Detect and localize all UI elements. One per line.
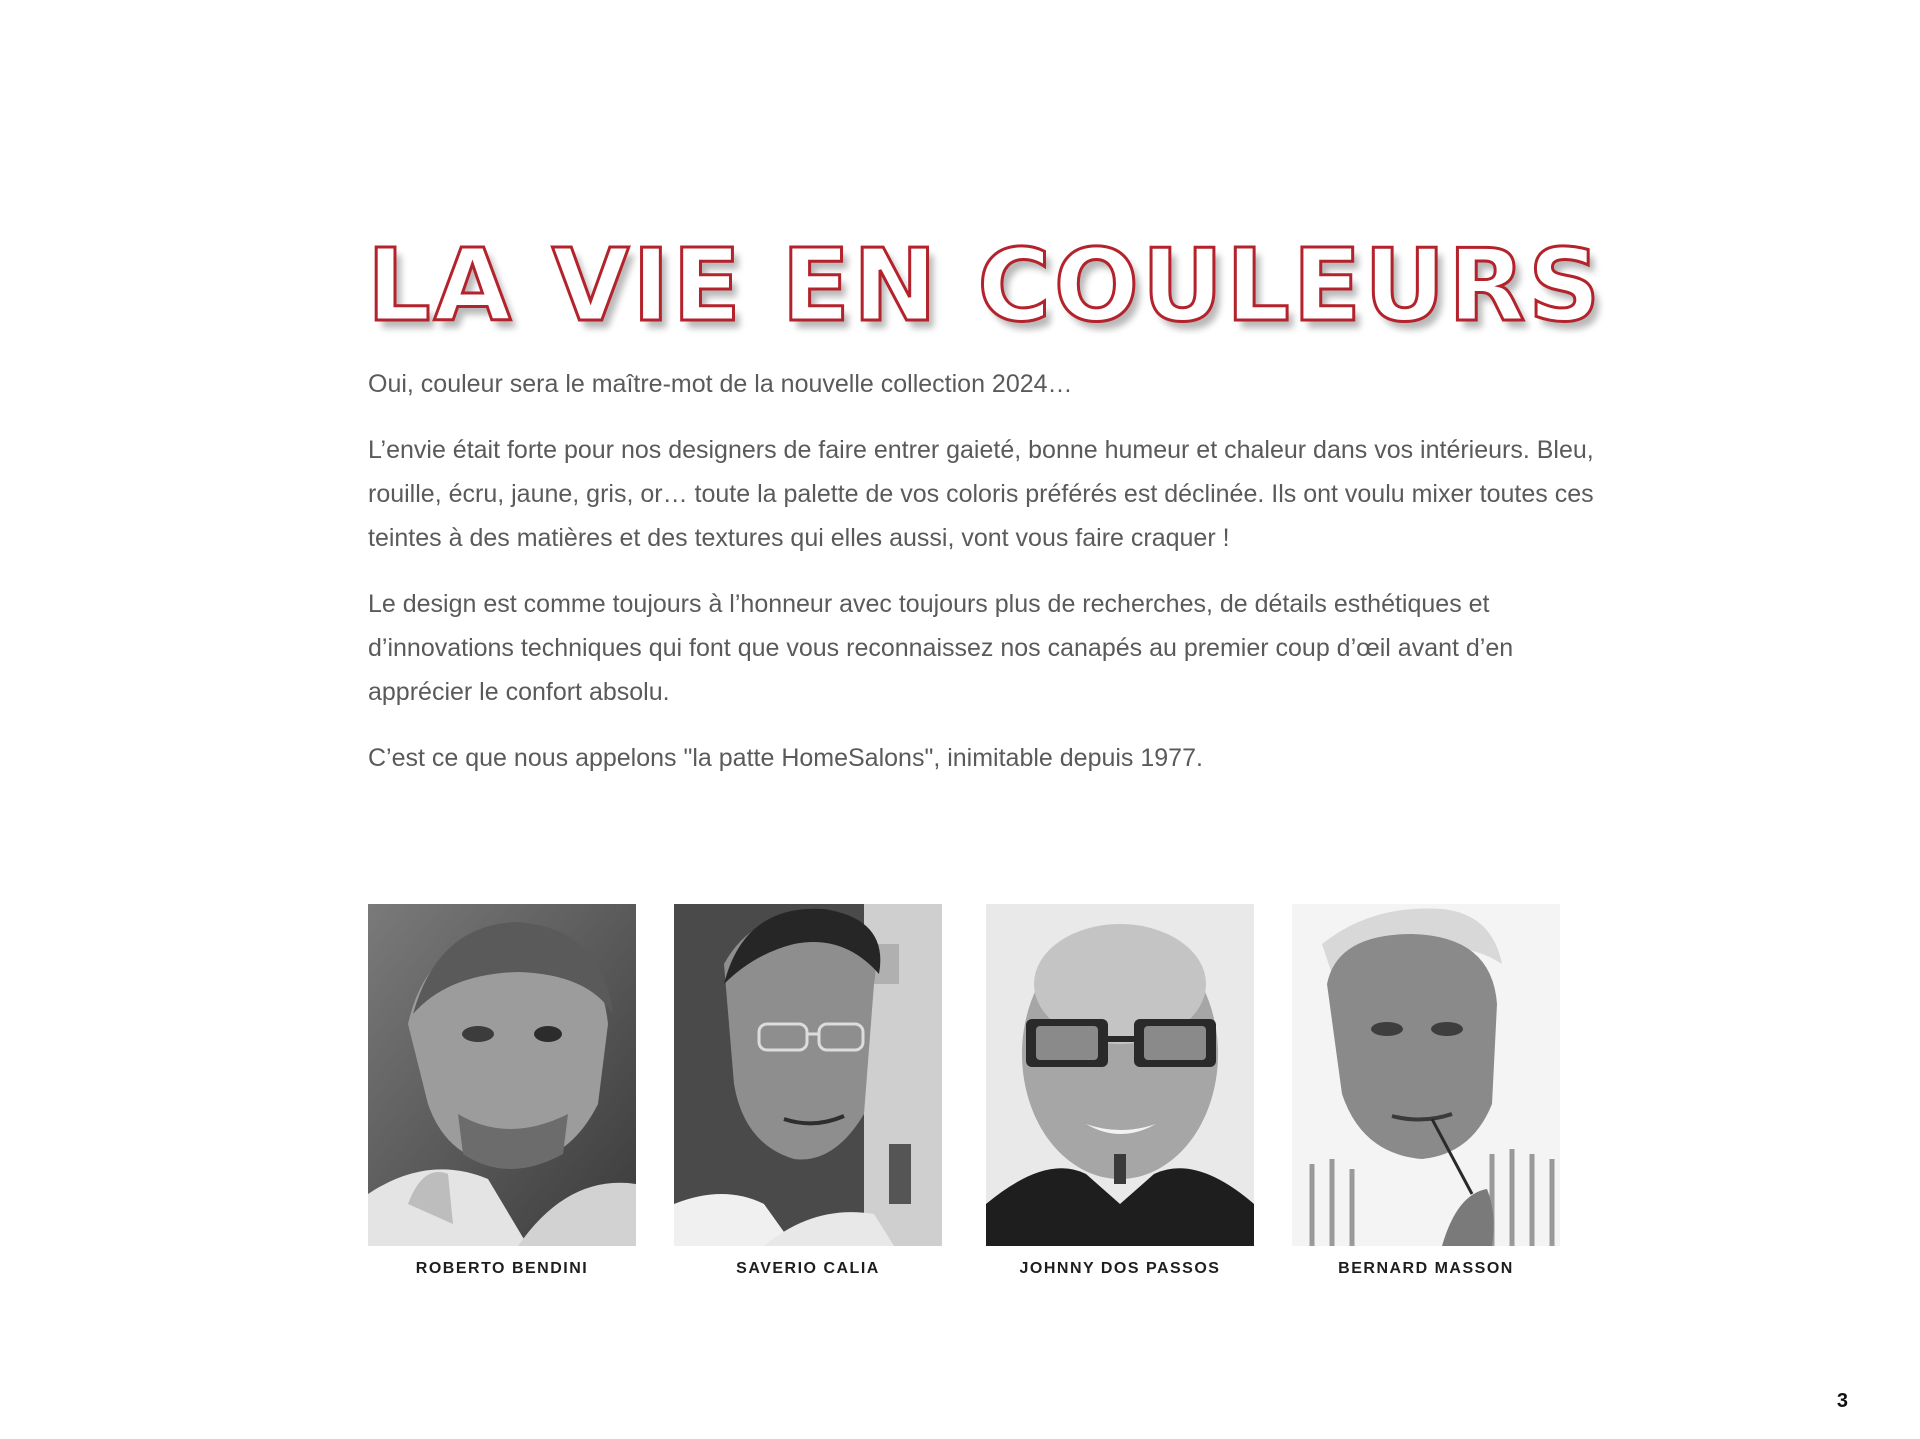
intro-text xyxy=(368,362,1608,802)
intro-paragraph-3: Le design est comme toujours à l’honneur avec toujours plus de recherches, de détails esthétiques et d’innovations techniques qui font que vous reconnaissez nos canapés au premier coup d’œil avant d’en apprécier le confort absolu. xyxy=(368,590,1514,706)
page-number: 3 xyxy=(1836,1390,1848,1412)
designer-name: BERNARD MASSON xyxy=(1338,1260,1514,1277)
portrait-image xyxy=(986,904,1254,1246)
designer-photo-saverio-calia xyxy=(674,904,942,1246)
designer-photo-bernard-masson xyxy=(1292,904,1560,1246)
designer-name: SAVERIO CALIA xyxy=(736,1260,880,1277)
portrait-image xyxy=(368,904,636,1246)
designer-card xyxy=(368,904,636,1278)
designer-photo-johnny-dos-passos xyxy=(986,904,1254,1246)
page-title: LA VIE EN COULEURS xyxy=(367,227,1604,344)
portrait-image xyxy=(674,904,942,1246)
designer-card xyxy=(986,904,1254,1278)
intro-paragraph-2: L’envie était forte pour nos designers de faire entrer gaieté, bonne humeur et chaleur dans vos intérieurs. Bleu, rouille, écru, jaune, gris, or… toute la palette de vos coloris préférés est déclinée. Ils ont voulu mixer toutes ces teintes à des matières et des textures qui elles aussi, vont vous faire craquer ! xyxy=(368,436,1594,552)
designer-card xyxy=(1292,904,1560,1278)
designer-name: ROBERTO BENDINI xyxy=(415,1260,589,1277)
intro-paragraph-1: Oui, couleur sera le maître-mot de la nouvelle collection 2024… xyxy=(368,370,1073,398)
portrait-image xyxy=(1292,904,1560,1246)
designer-card xyxy=(674,904,942,1278)
designer-photo-roberto-bendini xyxy=(368,904,636,1246)
designer-name: JOHNNY DOS PASSOS xyxy=(1019,1260,1221,1277)
designers-gallery xyxy=(368,904,1568,1284)
intro-paragraph-4: C’est ce que nous appelons "la patte HomeSalons", inimitable depuis 1977. xyxy=(368,744,1203,772)
